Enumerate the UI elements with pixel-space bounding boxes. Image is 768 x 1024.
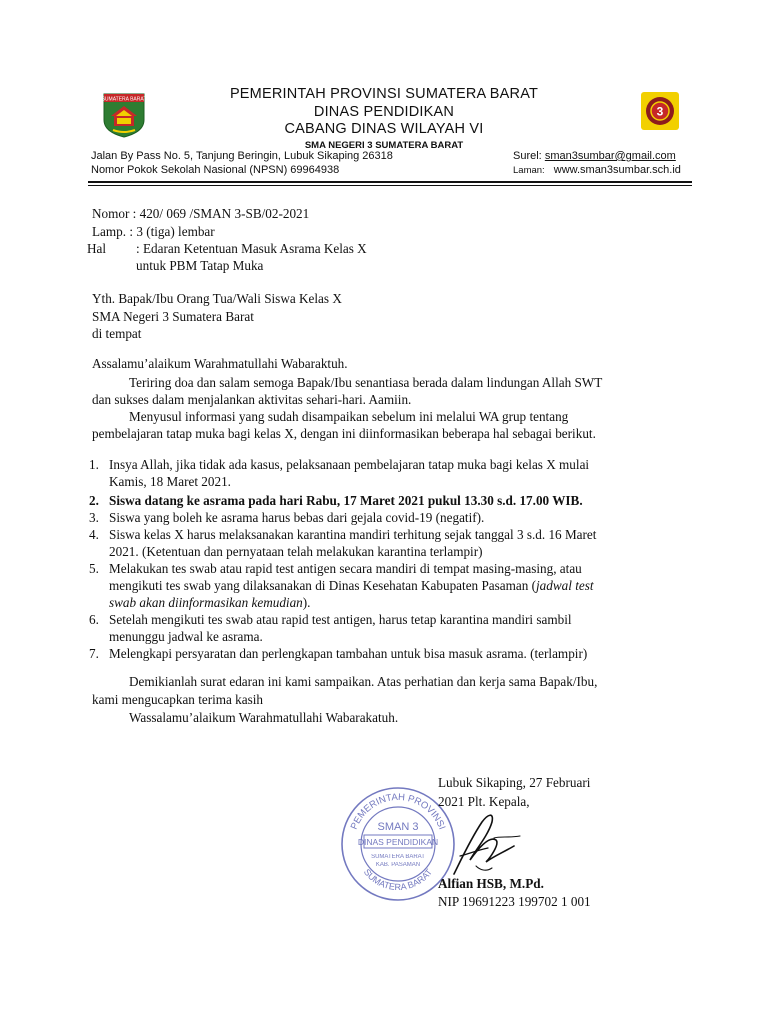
list-item xyxy=(89,560,689,611)
svg-text:SUMATERA BARAT: SUMATERA BARAT xyxy=(361,867,435,893)
web-link[interactable]: www.sman3sumbar.sch.id xyxy=(553,164,681,176)
paragraph-2-line-1: Menyusul informasi yang sudah disampaikan sebelum ini melalui WA grup tentang xyxy=(129,409,569,424)
list-item xyxy=(89,526,689,560)
list-item-text: Siswa kelas X harus melaksanakan karantina mandiri terhitung sejak tanggal 3 s.d. 16 Maret xyxy=(109,527,597,542)
recipient-line-1: Yth. Bapak/Ibu Orang Tua/Wali Siswa Kelas X xyxy=(92,291,342,306)
header-rule-thin xyxy=(88,185,692,186)
signature-role: 2021 Plt. Kepala, xyxy=(438,794,530,809)
web-label: Laman: xyxy=(513,165,545,176)
list-item-number: 4. xyxy=(89,527,99,542)
list-item-number: 5. xyxy=(89,561,99,576)
list-item-text: menunggu jadwal ke asrama. xyxy=(109,629,263,644)
email-link[interactable]: sman3sumbar@gmail.com xyxy=(544,150,676,162)
list-item-text: Setelah mengikuti tes swab atau rapid test antigen, harus tetap karantina mandiri sambil xyxy=(109,612,572,627)
subject-line-1: : Edaran Ketentuan Masuk Asrama Kelas X xyxy=(136,241,367,256)
email-row xyxy=(513,150,676,162)
greeting: Assalamu’alaikum Warahmatullahi Wabaraktuh. xyxy=(92,356,348,371)
attachment-line: Lamp. : 3 (tiga) lembar xyxy=(92,224,215,239)
recipient-line-2: SMA Negeri 3 Sumatera Barat xyxy=(92,309,254,324)
list-item-text: Insya Allah, jika tidak ada kasus, pelaksanaan pembelajaran tatap muka bagi kelas X mulai xyxy=(109,457,590,472)
list-item-number: 7. xyxy=(89,646,99,661)
closing-line-1: Demikianlah surat edaran ini kami sampaikan. Atas perhatian dan kerja sama Bapak/Ibu, xyxy=(129,674,598,689)
school-address: Jalan By Pass No. 5, Tanjung Beringin, Lubuk Sikaping 26318 xyxy=(91,150,393,162)
paragraph-2-line-2: pembelajaran tatap muka bagi kelas X, dengan ini diinformasikan beberapa hal sebagai berikut. xyxy=(92,426,596,441)
header-line-1: PEMERINTAH PROVINSI SUMATERA BARAT xyxy=(229,86,539,102)
paragraph-1-line-1: Teriring doa dan salam semoga Bapak/Ibu senantiasa berada dalam lindungan Allah SWT xyxy=(129,375,603,390)
list-item xyxy=(89,611,689,645)
paragraph-1-line-2: dan sukses dalam menjalankan aktivitas sehari-hari. Aamiin. xyxy=(92,392,412,407)
list-item-text: 2021. (Ketentuan dan pernyataan telah melakukan karantina terlampir) xyxy=(109,544,483,559)
list-item-text: Siswa datang ke asrama pada hari Rabu, 17 Maret 2021 pukul 13.30 s.d. 17.00 WIB. xyxy=(109,493,583,508)
handwritten-signature xyxy=(430,802,530,882)
closing-line-2: kami mengucapkan terima kasih xyxy=(92,692,264,707)
list-item-text: mengikuti tes swab yang dilaksanakan di Dinas Kesehatan Kabupaten Pasaman (jadwal test xyxy=(109,578,594,593)
subject-label: Hal xyxy=(87,241,107,256)
web-row xyxy=(513,164,681,176)
svg-text:KAB. PASAMAN: KAB. PASAMAN xyxy=(375,862,421,868)
email-label: Surel: xyxy=(513,150,542,162)
right-logo xyxy=(640,91,680,131)
instruction-list xyxy=(89,456,689,662)
list-item xyxy=(89,645,689,662)
list-item-number: 2. xyxy=(89,493,99,508)
list-item-text: swab akan diinformasikan kemudian). xyxy=(109,595,311,610)
signature-place-date: Lubuk Sikaping, 27 Februari xyxy=(438,775,591,790)
list-item-text: Melakukan tes swab atau rapid test antigen secara mandiri di tempat masing-masing, atau xyxy=(109,561,582,576)
list-item-text: Melengkapi persyaratan dan perlengkapan tambahan untuk bisa masuk asrama. (terlampir) xyxy=(109,646,588,661)
svg-text:3: 3 xyxy=(656,104,664,119)
school-npsn: Nomor Pokok Sekolah Nasional (NPSN) 69964938 xyxy=(91,164,340,176)
recipient-line-3: di tempat xyxy=(92,326,142,341)
header-line-3: CABANG DINAS WILAYAH VI xyxy=(284,121,484,137)
svg-text:PEMERINTAH PROVINSI: PEMERINTAH PROVINSI xyxy=(348,791,448,832)
signatory-nip: NIP 19691223 199702 1 001 xyxy=(438,894,591,909)
list-item-text: Kamis, 18 Maret 2021. xyxy=(109,474,231,489)
header-rule-thick xyxy=(88,181,692,183)
list-item-number: 3. xyxy=(89,510,99,525)
svg-text:SUMATERA BARAT: SUMATERA BARAT xyxy=(101,96,147,103)
list-item xyxy=(89,492,689,509)
list-item-number: 6. xyxy=(89,612,99,627)
closing-line-3: Wassalamu’alaikum Warahmatullahi Wabarakatuh. xyxy=(129,710,399,725)
signatory-name: Alfian HSB, M.Pd. xyxy=(438,876,544,891)
school-name: SMA NEGERI 3 SUMATERA BARAT xyxy=(304,140,464,151)
list-item-text: Siswa yang boleh ke asrama harus bebas dari gejala covid-19 (negatif). xyxy=(109,510,485,525)
list-item-number: 1. xyxy=(89,457,99,472)
list-item xyxy=(89,456,689,490)
svg-text:SMAN 3: SMAN 3 xyxy=(377,821,419,833)
svg-text:DINAS PENDIDIKAN: DINAS PENDIDIKAN xyxy=(357,837,439,847)
letter-number: Nomor : 420/ 069 /SMAN 3-SB/02-2021 xyxy=(92,206,310,221)
header-line-2: DINAS PENDIDIKAN xyxy=(313,104,455,120)
subject-line-2: untuk PBM Tatap Muka xyxy=(136,258,264,273)
svg-text:SUMATERA BARAT: SUMATERA BARAT xyxy=(371,854,425,860)
list-item xyxy=(89,509,689,526)
